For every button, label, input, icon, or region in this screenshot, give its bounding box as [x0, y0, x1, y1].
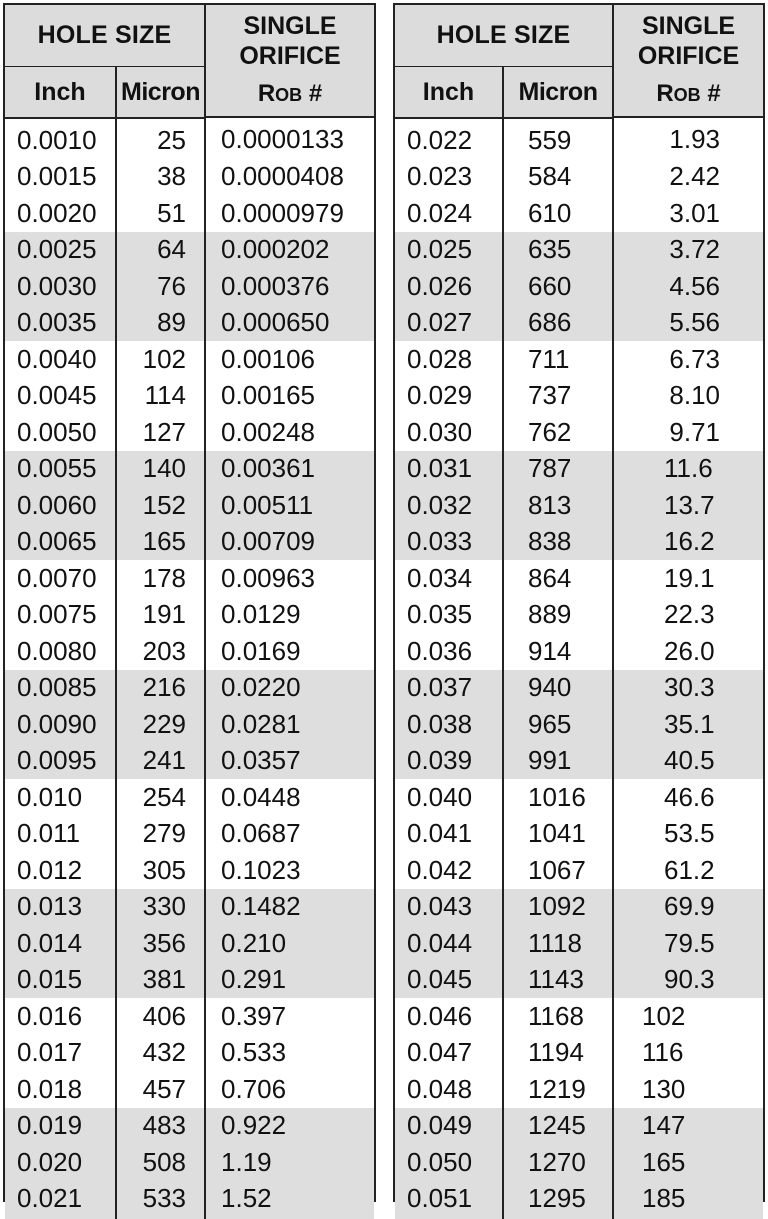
micron-cell: 737 — [503, 378, 613, 415]
rob-cell: 185 — [613, 1181, 763, 1219]
inch-cell: 0.026 — [395, 268, 503, 305]
micron-cell: 152 — [116, 487, 205, 524]
table-row — [395, 414, 763, 451]
table-row — [395, 195, 763, 232]
rob-cell: 8.10 — [613, 378, 763, 415]
rob-label-sub: OB — [275, 85, 302, 105]
micron-cell: 914 — [503, 633, 613, 670]
table-row — [5, 305, 374, 342]
table-row — [5, 487, 374, 524]
micron-cell: 559 — [503, 118, 613, 159]
table-row — [5, 378, 374, 415]
table-row — [395, 889, 763, 926]
inch-cell: 0.035 — [395, 597, 503, 634]
table-row — [395, 341, 763, 378]
table-row — [5, 1144, 374, 1181]
rob-cell: 0.00709 — [205, 524, 374, 561]
micron-cell: 102 — [116, 341, 205, 378]
rob-cell: 1.93 — [613, 118, 763, 159]
rob-cell: 3.72 — [613, 232, 763, 269]
table-row — [5, 560, 374, 597]
inch-cell: 0.037 — [395, 670, 503, 707]
inch-cell: 0.0075 — [5, 597, 116, 634]
inch-cell: 0.049 — [395, 1108, 503, 1145]
hole-size-header: HOLE SIZE — [5, 5, 205, 67]
micron-cell: 114 — [116, 378, 205, 415]
micron-cell: 38 — [116, 159, 205, 196]
micron-cell: 330 — [116, 889, 205, 926]
rob-cell: 26.0 — [613, 633, 763, 670]
table-row — [5, 670, 374, 707]
micron-cell: 787 — [503, 451, 613, 488]
micron-header: Micron — [116, 67, 205, 118]
inch-cell: 0.017 — [5, 1035, 116, 1072]
right-table-panel — [393, 3, 765, 1202]
inch-cell: 0.023 — [395, 159, 503, 196]
rob-cell: 0.0220 — [205, 670, 374, 707]
table-row — [5, 232, 374, 269]
inch-cell: 0.0040 — [5, 341, 116, 378]
micron-cell: 762 — [503, 414, 613, 451]
rob-cell: 11.6 — [613, 451, 763, 488]
inch-cell: 0.020 — [5, 1144, 116, 1181]
micron-cell: 1245 — [503, 1108, 613, 1145]
inch-cell: 0.0060 — [5, 487, 116, 524]
rob-cell: 147 — [613, 1108, 763, 1145]
micron-cell: 254 — [116, 779, 205, 816]
rob-cell: 0.00165 — [205, 378, 374, 415]
table-row — [5, 706, 374, 743]
micron-cell: 610 — [503, 195, 613, 232]
inch-cell: 0.021 — [5, 1181, 116, 1219]
table-row — [395, 487, 763, 524]
inch-cell: 0.046 — [395, 998, 503, 1035]
rob-cell: 35.1 — [613, 706, 763, 743]
rob-cell: 22.3 — [613, 597, 763, 634]
rob-cell: 19.1 — [613, 560, 763, 597]
rob-cell: 30.3 — [613, 670, 763, 707]
micron-cell: 25 — [116, 118, 205, 159]
table-row — [395, 118, 763, 159]
hole-size-header: HOLE SIZE — [395, 5, 613, 67]
rob-cell: 0.210 — [205, 925, 374, 962]
rob-cell: 0.0000408 — [205, 159, 374, 196]
rob-label-hash: # — [707, 80, 720, 107]
rob-cell: 4.56 — [613, 268, 763, 305]
micron-cell: 1016 — [503, 779, 613, 816]
inch-cell: 0.038 — [395, 706, 503, 743]
table-row — [5, 779, 374, 816]
inch-cell: 0.015 — [5, 962, 116, 999]
rob-cell: 13.7 — [613, 487, 763, 524]
table-row — [395, 852, 763, 889]
table-row — [395, 670, 763, 707]
orifice-label: ORIFICE — [638, 42, 739, 70]
micron-cell: 1143 — [503, 962, 613, 999]
hole-size-table-right — [395, 5, 763, 1219]
rob-cell: 90.3 — [613, 962, 763, 999]
table-row — [5, 524, 374, 561]
rob-cell: 69.9 — [613, 889, 763, 926]
table-row — [5, 268, 374, 305]
orifice-label: ORIFICE — [239, 42, 340, 70]
micron-cell: 1092 — [503, 889, 613, 926]
table-row — [5, 414, 374, 451]
inch-cell: 0.0055 — [5, 451, 116, 488]
table-row — [395, 524, 763, 561]
rob-cell: 0.922 — [205, 1108, 374, 1145]
micron-cell: 1295 — [503, 1181, 613, 1219]
rob-cell: 165 — [613, 1144, 763, 1181]
micron-cell: 533 — [116, 1181, 205, 1219]
inch-cell: 0.0095 — [5, 743, 116, 780]
inch-cell: 0.0065 — [5, 524, 116, 561]
micron-cell: 1067 — [503, 852, 613, 889]
inch-cell: 0.0070 — [5, 560, 116, 597]
inch-cell: 0.0010 — [5, 118, 116, 159]
rob-cell: 102 — [613, 998, 763, 1035]
rob-cell: 0.00106 — [205, 341, 374, 378]
inch-cell: 0.0090 — [5, 706, 116, 743]
micron-cell: 864 — [503, 560, 613, 597]
table-row — [395, 779, 763, 816]
micron-cell: 1041 — [503, 816, 613, 853]
table-row — [5, 633, 374, 670]
micron-cell: 483 — [116, 1108, 205, 1145]
micron-cell: 127 — [116, 414, 205, 451]
micron-cell: 216 — [116, 670, 205, 707]
rob-label-main: R — [258, 80, 275, 107]
table-row — [5, 816, 374, 853]
table-row — [395, 998, 763, 1035]
inch-cell: 0.010 — [5, 779, 116, 816]
rob-cell: 0.397 — [205, 998, 374, 1035]
table-row — [5, 889, 374, 926]
table-row — [395, 378, 763, 415]
inch-cell: 0.0085 — [5, 670, 116, 707]
rob-cell: 0.000650 — [205, 305, 374, 342]
inch-cell: 0.018 — [5, 1071, 116, 1108]
rob-cell: 61.2 — [613, 852, 763, 889]
table-row — [395, 633, 763, 670]
rob-cell: 0.706 — [205, 1071, 374, 1108]
micron-cell: 64 — [116, 232, 205, 269]
micron-cell: 457 — [116, 1071, 205, 1108]
rob-cell: 0.291 — [205, 962, 374, 999]
table-row — [5, 1108, 374, 1145]
inch-cell: 0.039 — [395, 743, 503, 780]
rob-label-sub: OB — [674, 85, 701, 105]
rob-cell: 0.0687 — [205, 816, 374, 853]
table-row — [5, 451, 374, 488]
inch-cell: 0.0025 — [5, 232, 116, 269]
rob-cell: 0.533 — [205, 1035, 374, 1072]
micron-cell: 1168 — [503, 998, 613, 1035]
rob-cell: 1.19 — [205, 1144, 374, 1181]
inch-cell: 0.024 — [395, 195, 503, 232]
single-label: SINGLE — [642, 12, 735, 40]
table-row — [395, 305, 763, 342]
inch-cell: 0.033 — [395, 524, 503, 561]
inch-cell: 0.0035 — [5, 305, 116, 342]
rob-cell: 16.2 — [613, 524, 763, 561]
micron-cell: 165 — [116, 524, 205, 561]
hole-size-table-left — [5, 5, 374, 1219]
inch-cell: 0.045 — [395, 962, 503, 999]
inch-cell: 0.025 — [395, 232, 503, 269]
inch-cell: 0.040 — [395, 779, 503, 816]
inch-cell: 0.042 — [395, 852, 503, 889]
micron-cell: 89 — [116, 305, 205, 342]
micron-cell: 1219 — [503, 1071, 613, 1108]
table-row — [395, 560, 763, 597]
table-row — [5, 925, 374, 962]
table-row — [395, 597, 763, 634]
micron-cell: 279 — [116, 816, 205, 853]
micron-cell: 660 — [503, 268, 613, 305]
micron-cell: 406 — [116, 998, 205, 1035]
single-label: SINGLE — [243, 12, 336, 40]
table-row — [395, 743, 763, 780]
table-row — [395, 159, 763, 196]
inch-cell: 0.044 — [395, 925, 503, 962]
rob-cell: 0.00511 — [205, 487, 374, 524]
table-row — [5, 1071, 374, 1108]
left-table-body — [5, 118, 374, 1219]
rob-cell: 1.52 — [205, 1181, 374, 1219]
inch-cell: 0.0080 — [5, 633, 116, 670]
micron-cell: 940 — [503, 670, 613, 707]
micron-cell: 178 — [116, 560, 205, 597]
table-row — [395, 1181, 763, 1219]
micron-cell: 241 — [116, 743, 205, 780]
inch-cell: 0.0015 — [5, 159, 116, 196]
table-row — [5, 962, 374, 999]
table-row — [395, 925, 763, 962]
micron-cell: 838 — [503, 524, 613, 561]
micron-cell: 1118 — [503, 925, 613, 962]
rob-cell: 2.42 — [613, 159, 763, 196]
rob-cell: 0.0000133 — [205, 118, 374, 159]
table-row — [395, 232, 763, 269]
micron-cell: 635 — [503, 232, 613, 269]
inch-cell: 0.013 — [5, 889, 116, 926]
rob-cell: 0.0357 — [205, 743, 374, 780]
inch-cell: 0.036 — [395, 633, 503, 670]
inch-cell: 0.034 — [395, 560, 503, 597]
micron-cell: 1270 — [503, 1144, 613, 1181]
rob-cell: 0.1023 — [205, 852, 374, 889]
table-row — [5, 118, 374, 159]
table-row — [395, 706, 763, 743]
single-orifice-header — [205, 5, 374, 118]
inch-cell: 0.031 — [395, 451, 503, 488]
table-row — [5, 159, 374, 196]
table-row — [395, 1071, 763, 1108]
table-row — [5, 341, 374, 378]
inch-cell: 0.030 — [395, 414, 503, 451]
rob-cell: 130 — [613, 1071, 763, 1108]
rob-cell: 3.01 — [613, 195, 763, 232]
rob-cell: 116 — [613, 1035, 763, 1072]
rob-cell: 0.0448 — [205, 779, 374, 816]
micron-cell: 140 — [116, 451, 205, 488]
micron-cell: 991 — [503, 743, 613, 780]
micron-cell: 305 — [116, 852, 205, 889]
rob-cell: 0.0000979 — [205, 195, 374, 232]
micron-cell: 432 — [116, 1035, 205, 1072]
inch-cell: 0.0020 — [5, 195, 116, 232]
inch-cell: 0.0045 — [5, 378, 116, 415]
inch-cell: 0.022 — [395, 118, 503, 159]
rob-cell: 0.00361 — [205, 451, 374, 488]
inch-cell: 0.050 — [395, 1144, 503, 1181]
rob-cell: 0.000376 — [205, 268, 374, 305]
inch-header: Inch — [395, 67, 503, 118]
micron-cell: 229 — [116, 706, 205, 743]
micron-cell: 51 — [116, 195, 205, 232]
micron-cell: 965 — [503, 706, 613, 743]
inch-cell: 0.028 — [395, 341, 503, 378]
table-row — [395, 451, 763, 488]
rob-cell: 0.00963 — [205, 560, 374, 597]
inch-cell: 0.041 — [395, 816, 503, 853]
inch-cell: 0.016 — [5, 998, 116, 1035]
single-orifice-header — [613, 5, 763, 118]
inch-cell: 0.012 — [5, 852, 116, 889]
table-row — [5, 195, 374, 232]
inch-header: Inch — [5, 67, 116, 118]
rob-cell: 6.73 — [613, 341, 763, 378]
micron-cell: 356 — [116, 925, 205, 962]
rob-label-hash: # — [309, 80, 322, 107]
table-row — [5, 852, 374, 889]
rob-label-main: R — [656, 80, 673, 107]
inch-cell: 0.011 — [5, 816, 116, 853]
micron-cell: 1194 — [503, 1035, 613, 1072]
micron-cell: 889 — [503, 597, 613, 634]
table-row — [395, 816, 763, 853]
table-row — [5, 743, 374, 780]
rob-cell: 0.000202 — [205, 232, 374, 269]
table-row — [395, 1035, 763, 1072]
rob-cell: 0.0129 — [205, 597, 374, 634]
micron-cell: 711 — [503, 341, 613, 378]
micron-cell: 203 — [116, 633, 205, 670]
rob-cell: 0.1482 — [205, 889, 374, 926]
inch-cell: 0.014 — [5, 925, 116, 962]
micron-cell: 381 — [116, 962, 205, 999]
table-row — [5, 1181, 374, 1219]
micron-header: Micron — [503, 67, 613, 118]
left-table-panel — [3, 3, 376, 1202]
micron-cell: 76 — [116, 268, 205, 305]
micron-cell: 584 — [503, 159, 613, 196]
rob-cell: 9.71 — [613, 414, 763, 451]
table-row — [395, 1144, 763, 1181]
inch-cell: 0.043 — [395, 889, 503, 926]
table-row — [395, 962, 763, 999]
micron-cell: 191 — [116, 597, 205, 634]
rob-cell: 46.6 — [613, 779, 763, 816]
inch-cell: 0.051 — [395, 1181, 503, 1219]
rob-cell: 79.5 — [613, 925, 763, 962]
rob-cell: 5.56 — [613, 305, 763, 342]
rob-cell: 0.0281 — [205, 706, 374, 743]
inch-cell: 0.019 — [5, 1108, 116, 1145]
rob-cell: 53.5 — [613, 816, 763, 853]
inch-cell: 0.0050 — [5, 414, 116, 451]
inch-cell: 0.047 — [395, 1035, 503, 1072]
table-row — [5, 998, 374, 1035]
right-table-body — [395, 118, 763, 1219]
table-row — [5, 1035, 374, 1072]
table-row — [395, 1108, 763, 1145]
micron-cell: 813 — [503, 487, 613, 524]
rob-cell: 40.5 — [613, 743, 763, 780]
inch-cell: 0.032 — [395, 487, 503, 524]
rob-cell: 0.0169 — [205, 633, 374, 670]
rob-cell: 0.00248 — [205, 414, 374, 451]
micron-cell: 508 — [116, 1144, 205, 1181]
table-row — [395, 268, 763, 305]
inch-cell: 0.048 — [395, 1071, 503, 1108]
micron-cell: 686 — [503, 305, 613, 342]
inch-cell: 0.027 — [395, 305, 503, 342]
table-row — [5, 597, 374, 634]
inch-cell: 0.0030 — [5, 268, 116, 305]
inch-cell: 0.029 — [395, 378, 503, 415]
